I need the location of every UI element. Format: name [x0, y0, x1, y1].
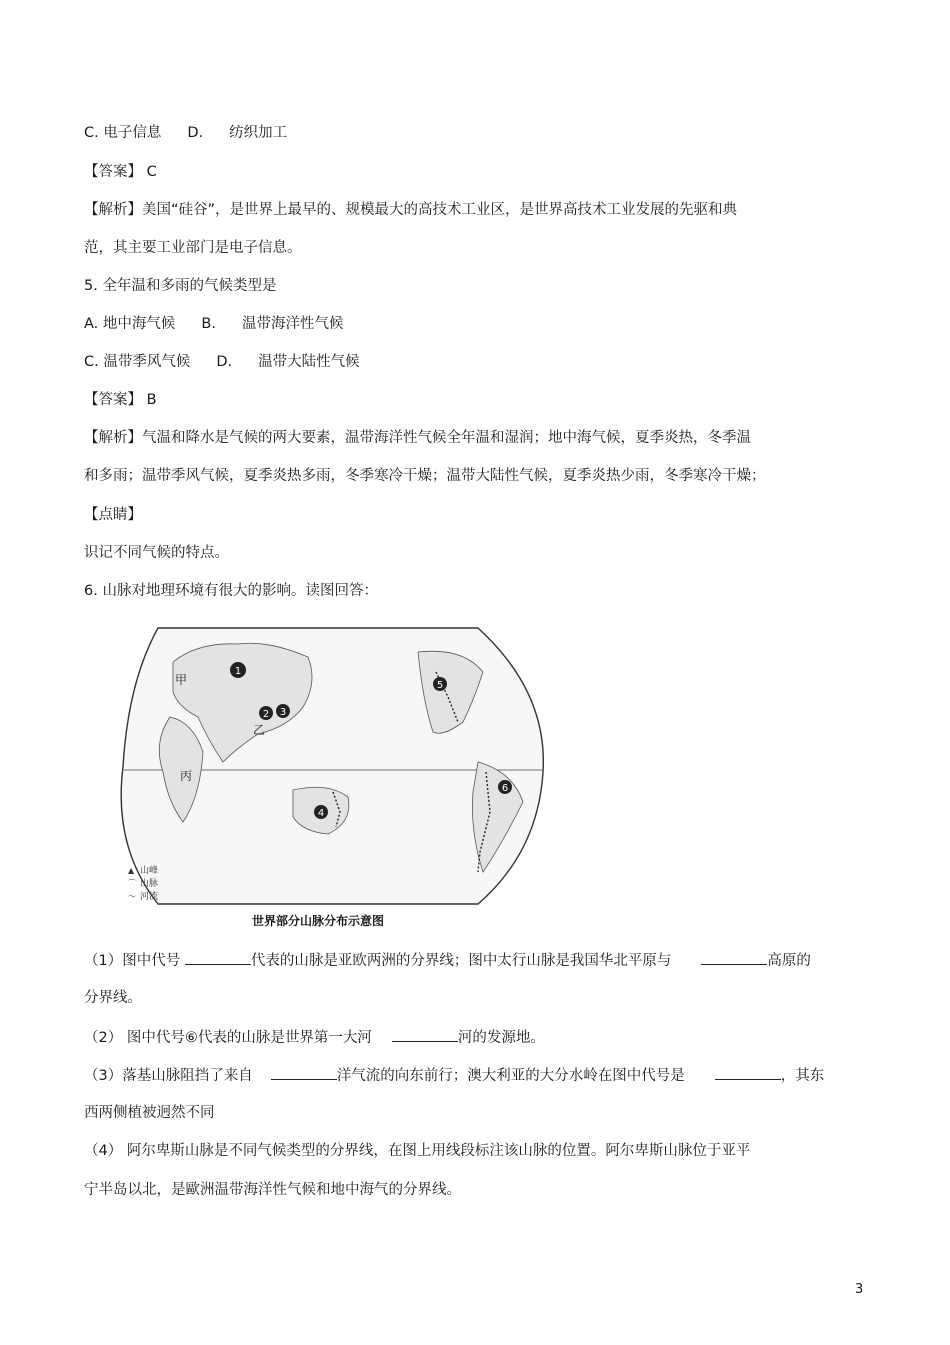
q1-line1: [84, 950, 811, 971]
answer-blank[interactable]: [715, 1065, 781, 1080]
legend-river: 河流: [140, 892, 159, 902]
option-c: C. 温带季风气候: [84, 354, 191, 370]
marker-label: 2: [262, 709, 270, 720]
tip-heading: [84, 505, 142, 525]
q2-part-a: （2） 图中代号⑥代表的山脉是世界第一大河: [84, 1030, 372, 1046]
svg-text:▲: ▲: [128, 866, 135, 875]
marker-2: [259, 706, 273, 720]
q4-text: （4） 阿尔卑斯山脉是不同气候类型的分界线，在图上用线段标注该山脉的位置。阿尔卑斯山脉位于亚平: [84, 1143, 751, 1159]
label-jia: 甲: [175, 673, 188, 687]
option-c-d: [84, 123, 287, 143]
marker-4: [314, 805, 328, 819]
q2-line: [84, 1027, 545, 1048]
legend-mountain: 山脉: [140, 879, 159, 889]
option-d-label: D.: [187, 125, 204, 141]
analysis-text: 和多雨；温带季风气候，夏季炎热多雨，冬季寒冷干燥；温带大陆性气候，夏季炎热少雨，冬季寒冷干燥；: [84, 468, 766, 484]
map-caption: 世界部分山脉分布示意图: [251, 914, 385, 928]
marker-6: [498, 780, 512, 794]
label-bing: 丙: [180, 769, 193, 783]
analysis-5-line2: [84, 466, 766, 486]
analysis-4-line2: [84, 238, 302, 258]
answer-4: [84, 162, 157, 182]
analysis-text: 【解析】美国“硅谷”，是世界上最早的、规模最大的高技术工业区，是世界高技术工业发展的先驱和典: [84, 202, 738, 218]
question-text: 5. 全年温和多雨的气候类型是: [84, 278, 277, 294]
q4-line1: [84, 1141, 750, 1161]
marker-label: 6: [501, 783, 509, 794]
analysis-text: 范，其主要工业部门是电子信息。: [84, 240, 302, 256]
legend-peak: 山峰: [140, 866, 159, 876]
tip-label: 【点睛】: [84, 507, 142, 523]
page-number: 3: [855, 1282, 864, 1297]
answer-blank[interactable]: [271, 1065, 337, 1080]
q3-part-a: （3）落基山脉阻挡了来自: [84, 1068, 253, 1084]
option-a: A. 地中海气候: [84, 316, 176, 332]
marker-label: 5: [436, 680, 444, 691]
marker-label: 1: [234, 666, 242, 677]
answer-text: 【答案】 B: [84, 392, 157, 408]
answer-blank[interactable]: [392, 1027, 458, 1042]
option-c: C. 电子信息: [84, 125, 162, 141]
answer-blank[interactable]: [701, 950, 767, 965]
answer-5: [84, 390, 157, 410]
option-c-d-5: [84, 352, 360, 372]
q1-part-b: 代表的山脉是亚欧两洲的分界线；图中太行山脉是我国华北平原与: [250, 953, 672, 969]
marker-label: 3: [279, 707, 287, 718]
analysis-5-line1: [84, 428, 751, 448]
tip-body: 识记不同气候的特点。: [84, 545, 229, 561]
question-6: [84, 581, 378, 601]
svg-text:～: ～: [128, 892, 136, 901]
q3-cont: 西两侧植被迥然不同: [84, 1105, 215, 1121]
question-5: [84, 276, 276, 296]
q2-part-b: 河的发源地。: [457, 1030, 545, 1046]
q3-part-b: 洋气流的向东前行；澳大利亚的大分水岭在图中代号是: [336, 1068, 685, 1084]
option-d-text: 温带大陆性气候: [258, 354, 360, 370]
question-text: 6. 山脉对地理环境有很大的影响。读图回答：: [84, 583, 378, 599]
label-yi: 乙: [253, 723, 266, 737]
marker-5: [433, 677, 447, 691]
tip-text: [84, 543, 229, 563]
analysis-text: 【解析】气温和降水是气候的两大要素，温带海洋性气候全年温和湿润；地中海气候，夏季炎热，冬季温: [84, 430, 751, 446]
q1-line2: [84, 988, 142, 1008]
q1-cont: 分界线。: [84, 990, 142, 1006]
q3-line1: [84, 1065, 824, 1086]
q3-line2: [84, 1103, 215, 1123]
q4-line2: [84, 1180, 461, 1200]
marker-3: [276, 704, 290, 718]
q1-part-c: 高原的: [767, 953, 811, 969]
marker-1: [230, 662, 246, 678]
option-d-text: 纺织加工: [229, 125, 288, 141]
q1-part-a: （1）图中代号: [84, 953, 185, 969]
option-b-label: B.: [201, 316, 216, 332]
analysis-4-line1: [84, 200, 737, 220]
svg-text:⌒: ⌒: [128, 879, 136, 888]
q3-part-c: ，其东: [780, 1068, 825, 1084]
answer-text: 【答案】 C: [84, 164, 157, 180]
marker-label: 4: [317, 808, 325, 819]
q4-cont: 宁半岛以北，是歐洲温带海洋性气候和地中海气的分界线。: [84, 1182, 461, 1198]
answer-blank[interactable]: [185, 950, 251, 965]
option-a-b: [84, 314, 343, 334]
world-mountain-map: [118, 622, 548, 934]
option-b-text: 温带海洋性气候: [241, 316, 344, 332]
option-d-label: D.: [216, 354, 233, 370]
map-legend: [128, 864, 158, 902]
